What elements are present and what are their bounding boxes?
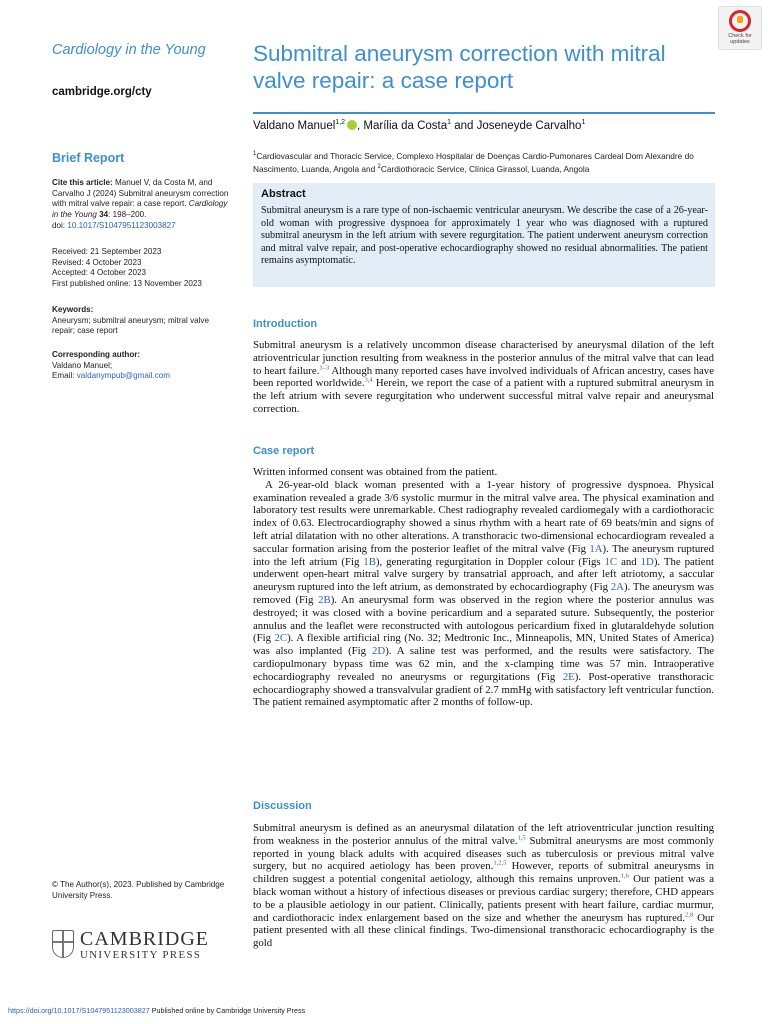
figure-link[interactable]: 1C: [604, 555, 618, 568]
check-updates-line2: updates: [730, 39, 750, 45]
cite-pages: : 198–200.: [108, 210, 147, 220]
title-divider: [253, 112, 715, 114]
keywords-text: Aneurysm; submitral aneurysm; mitral valve repair; case report: [52, 315, 209, 336]
discussion-text: Our patient was a black woman without a history of infectious diseases or previous cardiac surgery; therefore, CHD appears to be a plausible aetiology in our patient. Clinically, patients present with heart failure, cardiac murmur, and cardiothoracic index enlargement based on the size and whether the aneurysm has ruptured.: [253, 873, 714, 924]
email-label: Email:: [52, 371, 77, 381]
case-text: ). An aneurysmal form was observed in the region where the posterior annulus was destroyed; it was closed with a bovine pericardium and a separated suture. Subsequently, the posterior annulus and the leaflet were reconstructed with autologous pericardium fixed in glutaraldehyde solution (Fig: [253, 593, 715, 645]
case-text: ). A flexible artificial ring (No. 32; Medtronic Inc., Minneapolis, MN, United States of America) was also implanted (Fig: [253, 632, 714, 658]
check-updates-line1: Check for: [728, 33, 752, 39]
author-name[interactable]: Valdano Manuel: [253, 119, 336, 132]
consent-text: Written informed consent was obtained from the patient.: [253, 466, 498, 478]
footer-doi-link[interactable]: https://doi.org/10.1017/S1047951123003827: [8, 1006, 150, 1015]
cite-volume: 34: [96, 210, 109, 220]
discussion-text: Our patient presented with all these clinical findings. Two-dimensional transthoracic echocardiography is the gold: [253, 911, 714, 950]
copyright-notice: © The Author(s), 2023. Published by Cambridge University Press.: [52, 880, 225, 900]
cambridge-logo: [52, 928, 232, 964]
history-dates: [52, 247, 232, 290]
corresponding-name: Valdano Manuel;: [52, 360, 113, 370]
affiliation-ref: 1,2: [335, 119, 345, 126]
keywords-label: Keywords:: [52, 305, 94, 314]
intro-text: Herein, we report the case of a patient with a ruptured submitral aneurysm in the left atrium with severe regurgitation who underwent successful mitral valve repair and aneurysmal correction.: [253, 377, 714, 415]
citation-block: [52, 178, 232, 232]
orcid-icon[interactable]: [347, 120, 357, 130]
affiliation-ref: 1: [581, 119, 586, 126]
doi-link[interactable]: 10.1017/S1047951123003827: [67, 220, 176, 230]
abstract-heading: Abstract: [261, 188, 306, 200]
introduction-heading: Introduction: [253, 318, 318, 330]
discussion-text: Submitral aneurysm is defined as an aneurysmal dilatation of the left atrioventricular junction resulting from weakness in the posterior annulus of the mitral valve.: [253, 822, 714, 847]
received-date: Received: 21 September 2023: [52, 247, 162, 256]
affiliations: [253, 149, 715, 175]
reference-link[interactable]: 1–3: [319, 364, 330, 371]
case-text: A 26-year-old black woman presented with a 1-year history of progressive dyspnoea. Physical examination revealed a grade 3/6 systolic murmur in the mitral valve area. The physical examination and laboratory test results were unremarkable. Chest radiography revealed cardiomegaly with a cardiothoracic index of 0.63. Electrocardiography showed a sinus rhythm with a heart rate of 69 beats/min and signs of left atrial dilatation with no other alterations. A transthoracic two-dimensional echocardiogram revealed a saccular formation arising from the posterior leaflet of the mitral valve (Fig: [253, 478, 714, 555]
doi-label: doi:: [52, 220, 68, 230]
author-separator: ,: [357, 119, 364, 132]
journal-name[interactable]: Cardiology in the Young: [52, 42, 206, 58]
cite-journal: Cardiology in the Young: [52, 199, 228, 220]
discussion-heading: Discussion: [253, 800, 312, 812]
intro-text: Submitral aneurysm is a relatively uncommon disease characterised by aneurysmal dilation of the left atrioventricular junction resulting from weakness in the posterior annulus of the mitral valve that can lead to heart failure.: [253, 339, 714, 377]
email-link[interactable]: valdanympub@gmail.com: [76, 371, 170, 381]
figure-link[interactable]: 2B: [318, 593, 331, 606]
cite-text: Manuel V, da Costa M, and Carvalho J (2024) Submitral aneurysm correction with mitral valve repair: a case report.: [52, 178, 229, 209]
discussion-text: Submitral aneurysms are most commonly reported in young black adults with acquired diseases such as tuberculosis or previous mitral valve surgery, but no acquired aetiology has been proven.: [253, 834, 714, 873]
figure-link[interactable]: 2C: [274, 632, 288, 645]
revised-date: Revised: 4 October 2023: [52, 257, 142, 267]
abstract-box: [253, 183, 715, 287]
case-report-paragraph: [253, 466, 714, 709]
case-text: ). The aneurysm ruptured into the left atrium (Fig: [253, 542, 714, 568]
author-list: [253, 119, 715, 132]
case-text: and: [617, 555, 641, 568]
case-text: ). The aneurysm was removed (Fig: [253, 581, 715, 606]
footer-published-by: Published online by Cambridge University Press: [149, 1006, 306, 1015]
figure-link[interactable]: 2D: [372, 645, 386, 658]
affiliation-text: Cardiothoracic Service, Clínica Girassol, Luanda, Angola: [380, 163, 590, 174]
case-text: ). A saline test was performed, and the results were satisfactory. The cardiopulmonary bypass time was 62 min, and the x-clamping time was 57 min. Intraoperative echocardiography revealed no aneurysms or regurgitations (Fig: [253, 645, 715, 683]
figure-link[interactable]: 2A: [610, 581, 624, 594]
discussion-paragraph: [253, 822, 714, 950]
article-type: Brief Report: [52, 151, 125, 165]
figure-link[interactable]: 1D: [640, 555, 654, 568]
reference-link[interactable]: 1,5: [517, 834, 526, 842]
figure-link[interactable]: 1A: [589, 542, 603, 555]
reference-link[interactable]: 3,4: [364, 376, 373, 384]
case-text: ), generating regurgitation in Doppler colour (Figs: [375, 555, 605, 568]
keywords-block: [52, 305, 232, 337]
logo-name: CAMBRIDGE: [80, 928, 210, 950]
published-date: First published online: 13 November 2023: [52, 279, 202, 289]
affiliation-number: 1: [253, 151, 257, 157]
intro-text: Although many reported cases have involved individuals of African ancestry, cases have been reported worldwide.: [253, 364, 714, 390]
affiliation-ref: 1: [447, 119, 452, 126]
case-text: ). Post-operative transthoracic echocardiography showed a transvalvular gradient of 2.7 mmHg with satisfactory left ventricular function. The patient remained asymptomatic after 2 months of follow-up.: [253, 670, 714, 709]
check-for-updates-badge[interactable]: [718, 6, 762, 50]
reference-link[interactable]: 2,8: [685, 910, 694, 918]
figure-link[interactable]: 2E: [562, 670, 575, 683]
corresponding-label: Corresponding author:: [52, 350, 141, 359]
author-name[interactable]: Joseneyde Carvalho: [476, 119, 582, 132]
cite-label: Cite this article:: [52, 178, 113, 187]
abstract-text: Submitral aneurysm is a rare type of non-ischaemic ventricular aneurysm. We describe the case of a 26-year-old woman with progressive dyspnoea for approximately 1 year who was diagnosed with a ruptured submitral aneurysm in the left atrium with severe regurgitation. The patient underwent aneurysm correction and mitral valve repair, and post-operative echocardiography showed no residual abnormalities. The patient remains asymptomatic.: [261, 205, 708, 267]
accepted-date: Accepted: 4 October 2023: [52, 268, 147, 278]
reference-link[interactable]: 1,6: [620, 872, 629, 880]
article-title: Submitral aneurysm correction with mitral valve repair: a case report: [253, 41, 666, 93]
logo-press: UNIVERSITY PRESS: [80, 949, 202, 961]
page-footer: [8, 1006, 305, 1015]
crossmark-icon: [729, 10, 751, 32]
affiliation-number: 2: [377, 163, 381, 170]
corresponding-author-block: [52, 350, 232, 382]
case-text: ). The patient underwent open-heart mitral valve surgery by transatrial approach, and after left atriotomy, a saccular aneurysm ruptured into the left atrium, as demonstrated by echocardiography (Fig: [253, 555, 714, 594]
journal-site-link[interactable]: cambridge.org/cty: [52, 86, 152, 98]
author-name[interactable]: Marília da Costa: [363, 119, 448, 132]
reference-link[interactable]: 1,2,5: [493, 859, 507, 867]
case-report-heading: Case report: [253, 445, 315, 457]
crest-icon: [52, 930, 74, 958]
author-separator: and: [451, 119, 477, 132]
affiliation-text: Cardiovascular and Thoracic Service, Complexo Hospitalar de Doenças Cardio-Pumonares Cardeal Dom Alexandre do Nascimento, Luanda, Angola and: [253, 150, 694, 174]
discussion-text: However, reports of submitral aneurysms in children suggest a potential congenital aetiology, although this remains unproven.: [253, 860, 714, 886]
figure-link[interactable]: 1B: [363, 555, 376, 568]
introduction-paragraph: [253, 339, 714, 416]
